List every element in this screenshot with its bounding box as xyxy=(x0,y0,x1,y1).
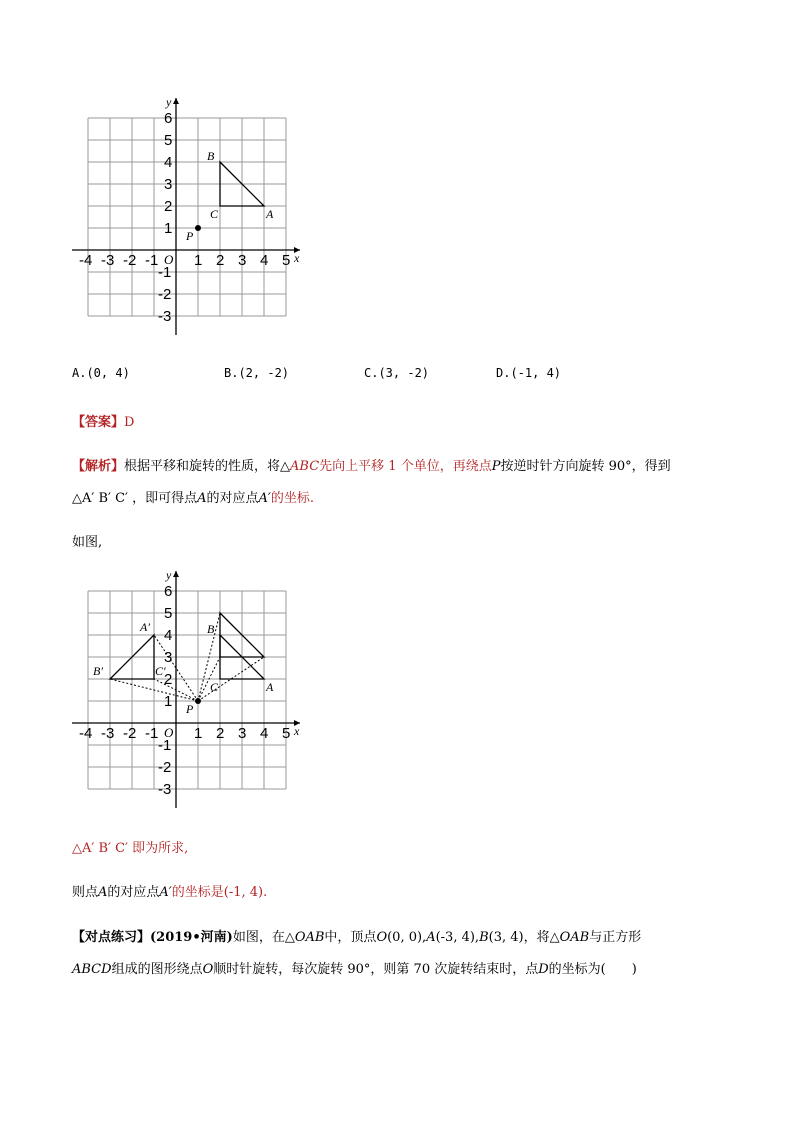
y-tick-label: 3 xyxy=(164,649,173,666)
y-axis-label: y xyxy=(166,568,172,582)
x-tick-label: 1 xyxy=(194,252,203,269)
point-p xyxy=(195,698,201,704)
grid-lines xyxy=(88,118,286,316)
grid-lines xyxy=(88,591,286,789)
origin-label: O xyxy=(164,725,174,740)
y-tick-label: -1 xyxy=(158,737,172,754)
y-tick-label: 5 xyxy=(164,132,173,149)
y-tick-label: 1 xyxy=(164,693,173,710)
label-c: C xyxy=(210,680,219,694)
y-axis-label: y xyxy=(166,95,172,109)
label-c: C xyxy=(210,207,219,221)
option-a[interactable]: A.(0, 4) xyxy=(72,366,130,380)
label-b: B xyxy=(207,149,215,163)
x-tick-label: -1 xyxy=(145,252,159,269)
label-p: P xyxy=(186,702,194,716)
y-tick-label: -2 xyxy=(158,286,172,303)
x-tick-label: -1 xyxy=(145,725,159,742)
option-d[interactable]: D.(-1, 4) xyxy=(496,366,562,380)
x-axis-label: x xyxy=(294,724,300,738)
x-axis-label: x xyxy=(294,251,300,265)
practice-line-1: 【对点练习】(2019•河南)如图，在△OAB中，顶点O(0, 0),A(-3, 4),B(3, 4)，将△OAB与正方形 xyxy=(72,930,642,945)
label-b-prime: B′ xyxy=(93,664,103,678)
y-tick-label: -3 xyxy=(158,781,172,798)
y-tick-label: -2 xyxy=(158,759,172,776)
x-tick-label: 4 xyxy=(260,725,269,742)
label-b: B xyxy=(207,622,215,636)
label-a: A xyxy=(266,207,274,221)
practice-line-2: ABCD组成的图形绕点O顺时针旋转，每次旋转 90°，则第 70 次旋转结束时，点D的坐标为( ) xyxy=(72,962,637,977)
coordinate-grid-1 xyxy=(60,90,320,340)
y-tick-label: 6 xyxy=(164,110,173,127)
x-tick-label: -4 xyxy=(79,725,93,742)
x-tick-label: -3 xyxy=(101,252,115,269)
x-tick-label: 5 xyxy=(282,252,291,269)
y-axis-arrow-icon xyxy=(173,98,179,104)
y-tick-labels xyxy=(158,110,172,325)
origin-label: O xyxy=(164,252,174,267)
y-tick-label: -3 xyxy=(158,308,172,325)
x-tick-label: 4 xyxy=(260,252,269,269)
as-figure-text: 如图, xyxy=(72,535,103,550)
y-tick-label: 3 xyxy=(164,176,173,193)
x-tick-labels xyxy=(79,252,290,269)
x-tick-labels xyxy=(79,725,290,742)
x-tick-label: 1 xyxy=(194,725,203,742)
y-tick-label: 2 xyxy=(164,671,173,688)
x-tick-label: 3 xyxy=(238,725,247,742)
answer-line xyxy=(72,411,134,430)
label-c-prime: C′ xyxy=(155,664,166,678)
x-tick-label: -2 xyxy=(123,252,137,269)
x-tick-label: -2 xyxy=(123,725,137,742)
y-axis-arrow-icon xyxy=(173,571,179,577)
x-tick-label: -3 xyxy=(101,725,115,742)
conclusion-line-1: △A′ B′ C′ 即为所求, xyxy=(72,841,189,856)
x-tick-label: 2 xyxy=(216,252,225,269)
x-tick-label: -4 xyxy=(79,252,93,269)
analysis-line-2: △A′ B′ C′ ，即可得点A的对应点A′的坐标. xyxy=(72,491,315,506)
answer-value: D xyxy=(124,415,135,430)
label-a: A xyxy=(266,680,274,694)
y-tick-labels xyxy=(158,583,172,798)
x-tick-label: 5 xyxy=(282,725,291,742)
y-tick-label: -1 xyxy=(158,264,172,281)
option-b[interactable]: B.(2, -2) xyxy=(224,366,290,380)
x-tick-label: 2 xyxy=(216,725,225,742)
y-tick-label: 1 xyxy=(164,220,173,237)
analysis-line-1: 【解析】根据平移和旋转的性质，将△ABC先向上平移 1 个单位，再绕点P按逆时针方向旋转 90°，得到 xyxy=(72,459,671,474)
option-c[interactable]: C.(3, -2) xyxy=(364,366,430,380)
y-tick-label: 5 xyxy=(164,605,173,622)
answer-tag: 【答案】 xyxy=(72,415,125,430)
label-p: P xyxy=(186,229,194,243)
x-tick-label: 3 xyxy=(238,252,247,269)
y-tick-label: 2 xyxy=(164,198,173,215)
conclusion-line-2: 则点A的对应点A′的坐标是(-1, 4). xyxy=(72,885,268,900)
y-tick-label: 4 xyxy=(164,627,173,644)
y-tick-label: 4 xyxy=(164,154,173,171)
coordinate-grid-2 xyxy=(60,566,320,816)
label-a-prime: A′ xyxy=(140,620,150,634)
y-tick-label: 6 xyxy=(164,583,173,600)
point-p xyxy=(195,225,201,231)
